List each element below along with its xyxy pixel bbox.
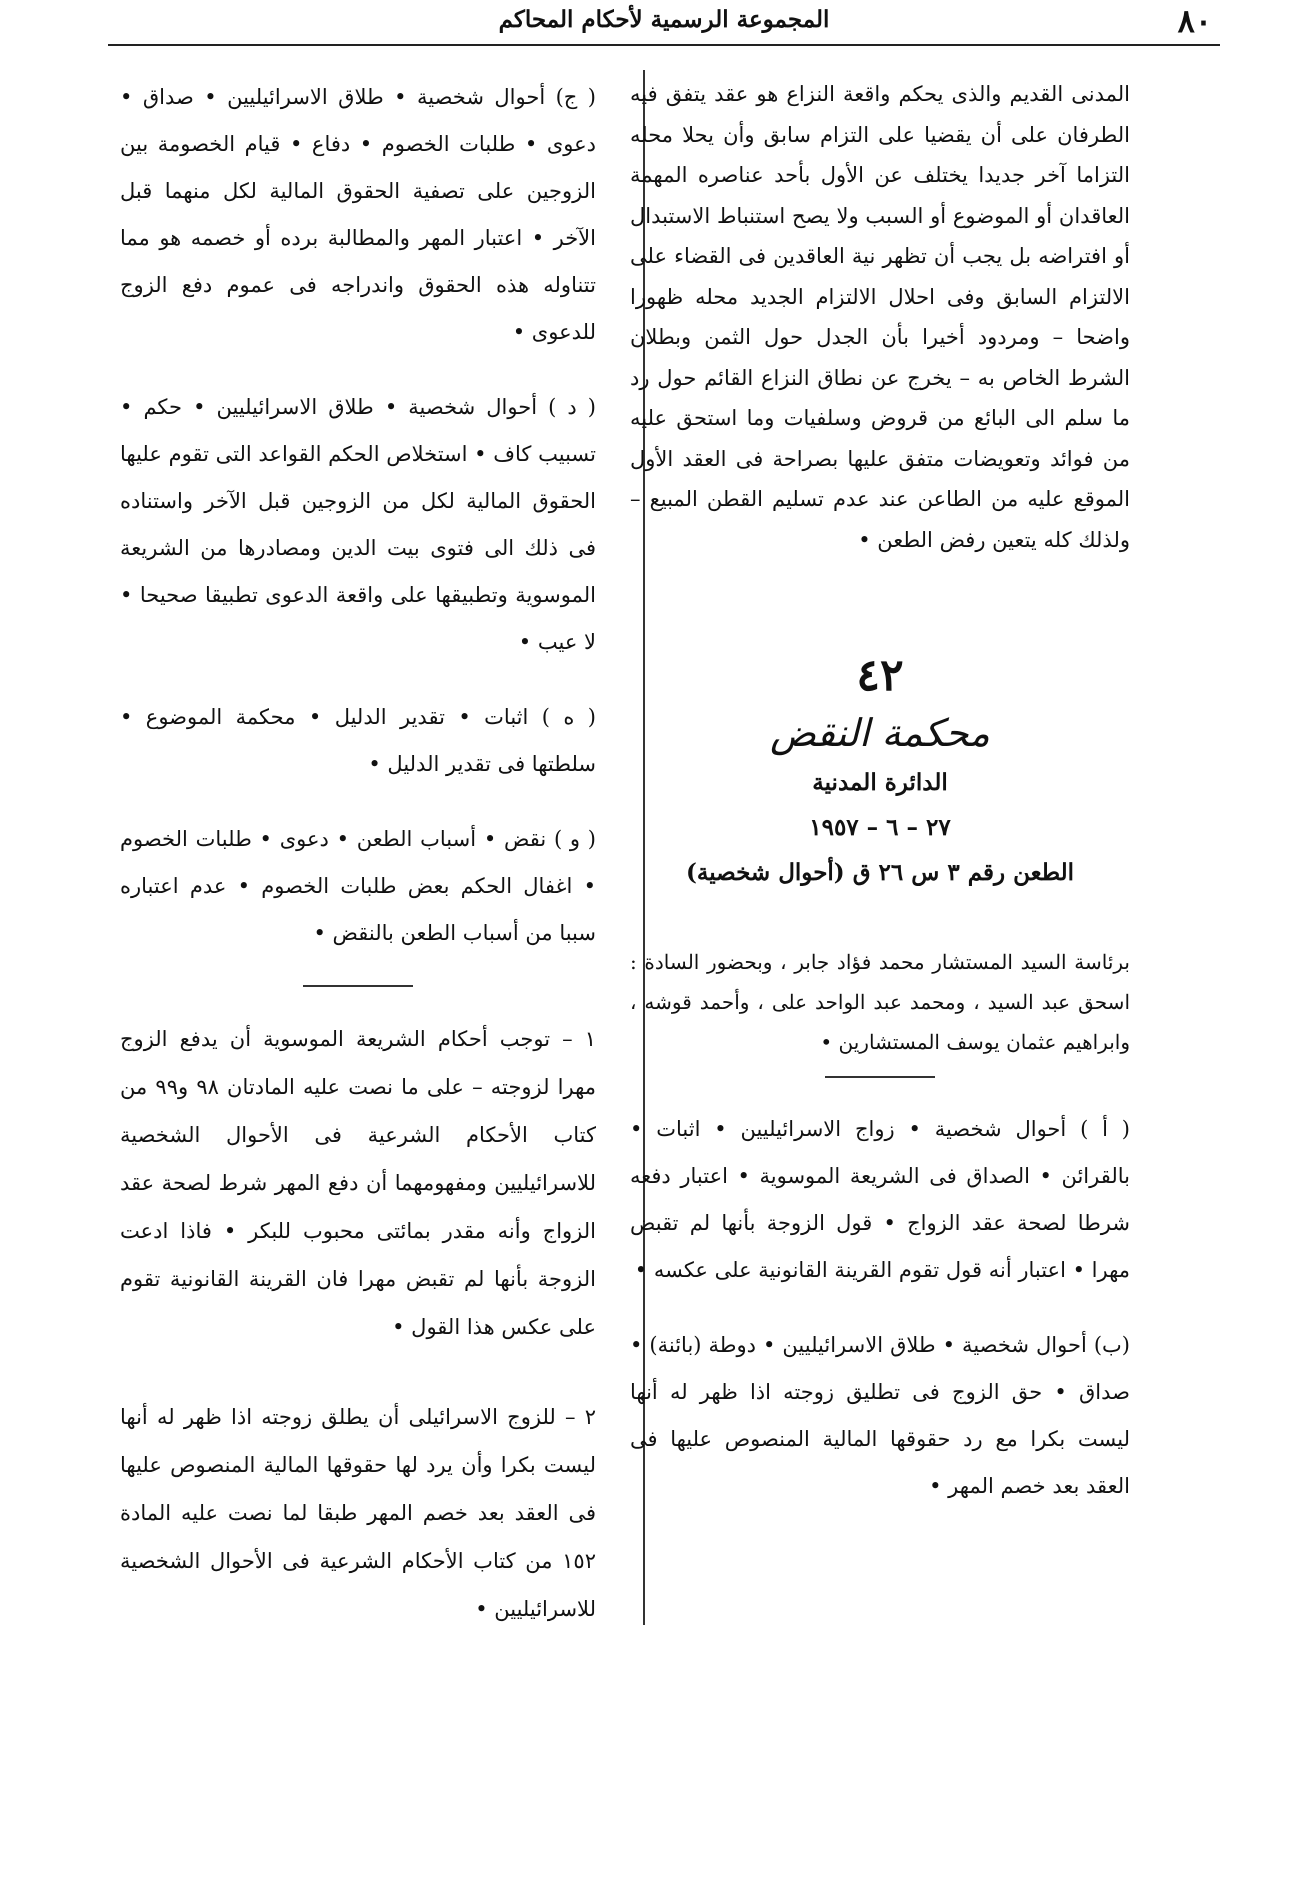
summary-d: ( د ) أحوال شخصية • طلاق الاسرائيليين • حكم • تسبيب كاف • استخلاص الحكم القواعد التى تقوم عليها الحقوق المالية لكل من الزوجين قبل الآخر واستناده فى ذلك الى فتوى بيت الدين ومصادرها من الشريعة الموسوية وتطبيقها على واقعة الدعوى تطبيقا صحيحا • لا عيب • [120,395,596,654]
summary-f: ( و ) نقض • أسباب الطعن • دعوى • طلبات الخصوم • اغفال الحكم بعض طلبات الخصوم • عدم اعتباره سببا من أسباب الطعن بالنقض • [120,827,596,945]
ruling-1: ١ – توجب أحكام الشريعة الموسوية أن يدفع الزوج مهرا لزوجته – على ما نصت عليه المادتان ٩٨ و٩٩ من كتاب الأحكام الشرعية فى الأحوال الشخصية للاسرائيليين ومفهومهما أن دفع المهر شرط لصحة عقد الزواج وأنه مقدر بمائتى محبوب للبكر • فاذا ادعت الزوجة بأنها لم تقبض مهرا فان القرينة القانونية تقوم على عكس هذا القول • [120,1027,596,1339]
section-divider [825,1076,935,1078]
summary-b: (ب) أحوال شخصية • طلاق الاسرائيليين • دوطة (بائنة) • صداق • حق الزوج فى تطليق زوجته اذا ظهر له أنها ليست بكرا مع رد حقوقها المالية المنصوص عليها فى العقد بعد خصم المهر • [630,1333,1130,1498]
bench-composition: برئاسة السيد المستشار محمد فؤاد جابر ، وبحضور السادة : اسحق عبد السيد ، ومحمد عبد الواحد على ، وأحمد قوشه ، وابراهيم عثمان يوسف المستشارين • [630,950,1130,1054]
circuit-name: الدائرة المدنية [812,769,948,796]
ruling-2: ٢ – للزوج الاسرائيلى أن يطلق زوجته اذا ظهر له أنها ليست بكرا وأن يرد لها حقوقها المالية المنصوص عليها فى العقد بعد خصم المهر طبقا لما نصت عليه المادة ١٥٢ من كتاب الأحكام الشرعية فى الأحوال الشخصية للاسرائيليين • [120,1405,596,1621]
page-header [108,0,1220,46]
judgment-date: ٢٧ – ٦ – ١٩٥٧ [809,814,951,841]
running-title: المجموعة الرسمية لأحكام المحاكم [498,6,830,33]
summary-c: ( ج) أحوال شخصية • طلاق الاسرائيليين • صداق • دعوى • طلبات الخصوم • دفاع • قيام الخصومة بين الزوجين على تصفية الحقوق المالية لكل منهما قبل الآخر • اعتبار المهر والمطالبة برده أو خصمه هو مما تتناوله هذه الحقوق واندراجه فى عموم دفع الزوج للدعوى • [120,85,596,344]
summary-a: ( أ ) أحوال شخصية • زواج الاسرائيليين • اثبات • بالقرائن • الصداق فى الشريعة الموسوية • اعتبار دفعه شرطا لصحة عقد الزواج • قول الزوجة بأنها لم تقبض مهرا • اعتبار أنه قول تقوم القرينة القانونية على عكسه • [630,1117,1130,1282]
case-number: ٤٢ [856,650,904,701]
right-column [630,74,1130,1538]
section-divider [303,985,413,987]
left-column [120,74,596,1675]
summary-e: ( ه ) اثبات • تقدير الدليل • محكمة الموضوع • سلطتها فى تقدير الدليل • [120,705,596,776]
appeal-number: الطعن رقم ٣ س ٢٦ ق (أحوال شخصية) [685,859,1075,886]
judgment-continuation: المدنى القديم والذى يحكم واقعة النزاع هو عقد يتفق فيه الطرفان على أن يقضيا على التزام سابق وأن يحلا محله التزاما آخر جديدا يختلف عن الأول بأحد عناصره المهمة العاقدان أو الموضوع أو السبب ولا يصح استنباط الاستبدال أو افتراضه بل يجب أن تظهر نية العاقدين فى القضاء على الالتزام السابق وفى احلال الالتزام الجديد محله ظهورا واضحا – ومردود أخيرا بأن الجدل حول الثمن وبطلان الشرط الخاص به – يخرج عن نطاق النزاع القائم حول رد ما سلم الى البائع من قروض وسلفيات وما استحق عليه من فوائد وتعويضات متفق عليها بصراحة فى العقد الأول الموقع عليه من الطاعن عند عدم تسليم القطن المبيع – ولذلك كله يتعين رفض الطعن • [630,82,1130,552]
court-name: محكمة النقض [770,711,990,755]
page-number: ٨٠ [1177,2,1212,40]
